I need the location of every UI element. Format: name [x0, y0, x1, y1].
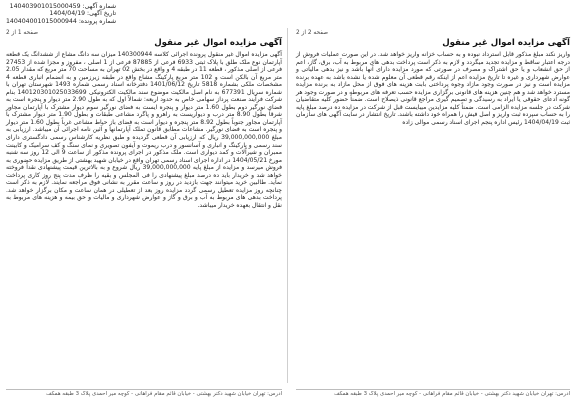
footer-rule-left — [6, 389, 282, 390]
notice-body-right: واریز نکند مبلغ مذکور قابل استرداد نبوده و به حساب خزانه واریز خواهد شد. در این صورت عملیات فروش از درجه اعتبار ساقط و مزایده تجدید میگردد و لازم به ذکر است پرداخت بدهی های مربوط به آب، برق، گاز، اعم از حق انشعاب و یا حق اشتراک و مصرف در صورتی که مورد مزایده دارای آنها باشد و نیز بدهی مالیاتی و عوارض شهرداری و غیره تا تاریخ مزایده اعم از اینکه رقم قطعی آن معلوم شده یا نشده باشد به عهده برنده مزایده است و نیز در صورت وجود مازاد وجوه پرداختی بابت هزینه های فوق از محل مازاد به برنده مزایده مسترد خواهد شد و هم چنین هزینه های قانونی برگزاری مزایده حسب تعرفه های مربوطه و در صورت وجود هر گونه ادعای حقوقی یا ایراد به رسیدگی و تصمیم گیری مراجع قانونی ذیصلاح است. ضمناً حضور کلیه متقاضیان شرکت در جلسه مزایده الزامی است. ضمناً کلیه مزایدین میبایست قبل از شرکت در مزایده ده درصد مبلغ پایه را به حساب سپرده ثبت واریز و اصل فیش را همراه خود داشته باشند. تاریخ انتشار در سایت آگهی های سازمان ثبت 1404/04/19 رئیس اداره پنجم اجرای اسناد رسمی موالی زاده — [296, 51, 570, 126]
footer-address-right: آدرس: تهران خیابان شهید دکتر بهشتی - خیابان قائم مقام فراهانی - کوچه میر احمدی پلاک 3 طبقه همکف — [334, 391, 570, 397]
page-number-left: صفحه 1 از 2 — [6, 30, 39, 36]
notice-title-left: آگهی مزایده اموال غیر منقول — [154, 38, 282, 48]
right-column — [296, 30, 570, 385]
footer-address-left: آدرس: تهران خیابان شهید دکتر بهشتی - خیابان قائم مقام فراهانی - کوچه میر احمدی پلاک 3 طبقه همکف — [46, 391, 282, 397]
case-number: شماره پرونده: 140404001015000944 — [6, 17, 117, 25]
footer-rule-right — [296, 389, 570, 390]
column-divider — [287, 28, 288, 383]
notice-date: تاریخ آگهی: 1404/04/19 — [49, 10, 117, 18]
left-column — [6, 30, 282, 385]
notice-number: شماره آگهی: 140403901015000459 — [9, 3, 117, 10]
notice-body-left: آگهی مزایده اموال غیر منقول پرونده اجرائی کلاسه 140300944 میزان سه دانگ مشاع از ششدانگ یک قطعه آپارتمان نوع ملک طلق با پلاک ثبتی 6933 فرعی از 87885 فرعی از 1 اصلی ، مفروز و مجزا شده از 27453 فرعی از اصلی مذکور ، قطعه 11 در طبقه 4 و واقع در بخش 02 تهران به مساحت 70 متر مربع که مقدار 2.05 متر مربع آن بالکن است و 102 متر مربع پارکینگ مشاع واقع در طبقه زیرزمین و به انضمام انباری قطعه 4 مشخصات ملکی بشماره 5818 تاریخ 1401/06/12 دفترخانه اسناد رسمی شماره 1493 شهرستان تهران با شماره سریال 677391 به نام اصل مالکیت موضوع سند مالکیت الکترونیکی 140120301025033699 بنام شرکت فرآیند صنعت پرداز سهامی خاص به حدود اربعه: شمالاً اول که به طول 2.90 متر دیوار و پنجره است به فضای نورگیر دوم بطول 1.60 متر دیوار و پنجره ایست به فضای نورگیر سوم دیوار مشترک با آپارتمان مجاور شرقاً بطول 8.90 متر درب و دیواریست به راهرو و پاگرد مشاعی طبقات و بطول 1.90 متر دیوار مشترک با آپارتمان مجاور جنوباً بطول 8.92 متر پنجره و دیوار است به فضای باز حیاط مشاعی غرباً بطول 1.60 متر دیوار و پنجره است به فضای نورگیر. مشاعات مطابق قانون تملک آپارتمانها و آئین نامه اجرائی آن میباشد. ارزیابی به مبلغ 39,000,000,000 ریال که ارزیابی آن قطعی گردیده و طبق نظریه کارشناس رسمی دادگستری دارای سند رسمی و پارکینگ و انباری و آسانسور و درب ریموت و آیفون تصویری و نمای سنگ و کف سرامیک و کابینت ممبران و شیرآلات و کمد دیواری است. ملک مذکور در اجرای پرونده مذکور از ساعت 9 الی 12 روز سه شنبه مورخ 1404/05/21 در اداره اجرای اسناد رسمی تهران واقع در خیابان شهید بهشتی از طریق مزایده حضوری به فروش میرسد و مزایده از مبلغ پایه 39,000,000,000 ریال شروع و به بالاترین قیمت پیشنهادی نقداً فروخته خواهد شد و خریدار باید ده درصد مبلغ پیشنهادی را فی المجلس و بقیه را ظرف مدت پنج روز کاری پرداخت نماید. طالبین خرید میتوانند جهت بازدید در روز و ساعت مقرر به نشانی فوق مراجعه نمایند. لازم به ذکر است چنانچه روز مزایده تعطیل رسمی گردد مزایده روز بعد از تعطیلی در همان ساعت و مکان برگزار خواهد شد. پرداخت بدهی های مربوط به آب و برق و گاز و عوارض شهرداری و مالیات و حق بیمه و هزینه های مربوط به نقل و انتقال بعهده خریدار میباشد. — [6, 51, 283, 209]
page-number-right: صفحه 2 از 2 — [296, 30, 329, 36]
notice-title-right: آگهی مزایده اموال غیر منقول — [442, 38, 570, 48]
notice-identifiers — [6, 3, 116, 25]
